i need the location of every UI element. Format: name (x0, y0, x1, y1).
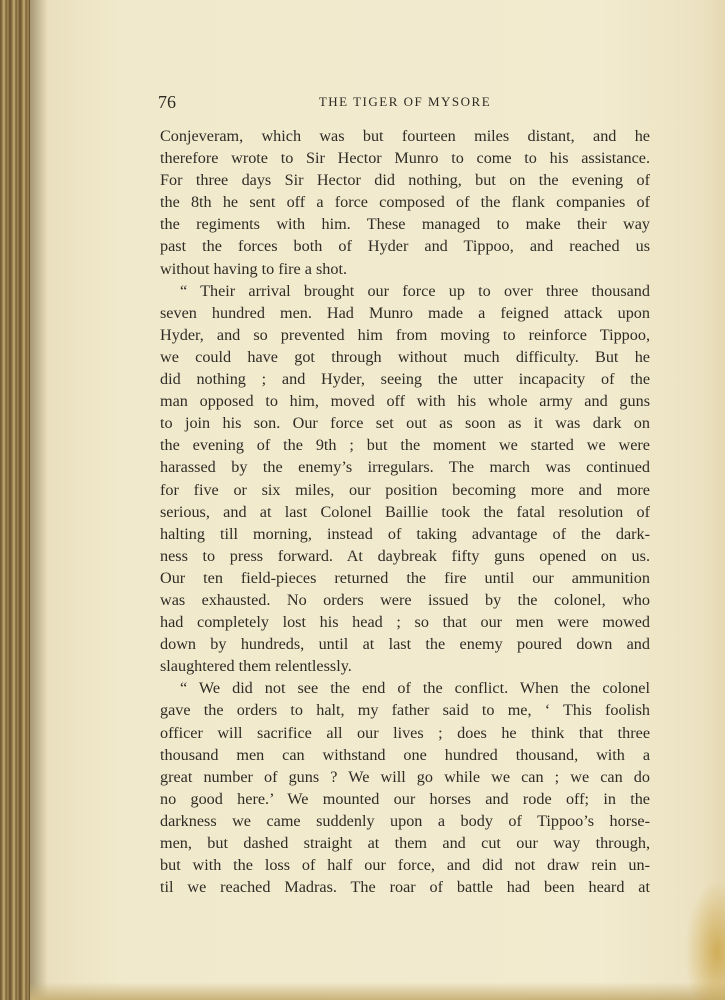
body-text (160, 125, 650, 898)
page-header (158, 92, 652, 112)
page-stain (685, 880, 725, 1000)
text-line: did nothing ; and Hyder, seeing the utter incapacity of the (160, 370, 650, 389)
text-line: men, but dashed straight at them and cut our way through, (160, 834, 650, 852)
text-line: for five or six miles, our position becoming more and more (160, 480, 650, 499)
text-line: Conjeveram, which was but fourteen miles distant, and he (160, 127, 650, 145)
text-line: the regiments with him. These managed to make their way (160, 215, 650, 234)
text-line: to join his son. Our force set out as soon as it was dark on (160, 414, 650, 433)
text-line: “ We did not see the end of the conflict. When the colonel (180, 679, 650, 698)
text-line: slaughtered them relentlessly. (160, 657, 352, 676)
text-line: but with the loss of half our force, and did not draw rein un- (160, 856, 650, 875)
text-line: we could have got through without much difficulty. But he (160, 347, 650, 366)
text-line: seven hundred men. Had Munro made a feigned attack upon (160, 303, 650, 322)
text-line: had completely lost his head ; so that our men were mowed (160, 613, 650, 632)
text-line: man opposed to him, moved off with his whole army and guns (160, 392, 650, 411)
text-line: the evening of the 9th ; but the moment we started we were (160, 436, 650, 455)
text-line: gave the orders to halt, my father said to me, ‘ This foolish (160, 701, 650, 720)
text-line: harassed by the enemy’s irregulars. The march was continued (160, 458, 650, 477)
text-line: down by hundreds, until at last the enemy poured down and (160, 635, 650, 654)
text-line: halting till morning, instead of taking advantage of the dark- (160, 524, 650, 543)
text-line: officer will sacrifice all our lives ; does he think that three (160, 723, 650, 742)
text-line: therefore wrote to Sir Hector Munro to come to his assistance. (160, 149, 650, 168)
text-line: no good here.’ We mounted our horses and rode off; in the (160, 789, 650, 808)
text-line: past the forces both of Hyder and Tippoo, and reached us (160, 237, 650, 256)
book-spine (0, 0, 30, 1000)
page-number: 76 (158, 92, 176, 112)
text-line: serious, and at last Colonel Baillie took the fatal resolution of (160, 502, 650, 521)
text-line: Our ten field-pieces returned the fire until our ammunition (160, 568, 650, 587)
text-line: til we reached Madras. The roar of battle had been heard at (160, 878, 650, 897)
page-bottom-edge (30, 982, 725, 1000)
text-line: thousand men can withstand one hundred thousand, with a (160, 745, 650, 764)
text-line: was exhausted. No orders were issued by the colonel, who (160, 590, 650, 609)
text-line: Hyder, and so prevented him from moving to reinforce Tippoo, (160, 325, 650, 344)
text-line: For three days Sir Hector did nothing, but on the evening of (160, 171, 650, 190)
text-line: “ Their arrival brought our force up to over three thousand (180, 281, 650, 300)
running-head: THE TIGER OF MYSORE (318, 94, 492, 109)
text-line: darkness we came suddenly upon a body of Tippoo’s horse- (160, 811, 650, 830)
text-line: without having to fire a shot. (160, 259, 348, 278)
text-line: great number of guns ? We will go while we can ; we can do (160, 767, 650, 786)
gutter-shadow (30, 0, 48, 1000)
text-line: ness to press forward. At daybreak fifty guns opened on us. (160, 546, 650, 565)
text-line: the 8th he sent off a force composed of the flank companies of (160, 193, 650, 212)
